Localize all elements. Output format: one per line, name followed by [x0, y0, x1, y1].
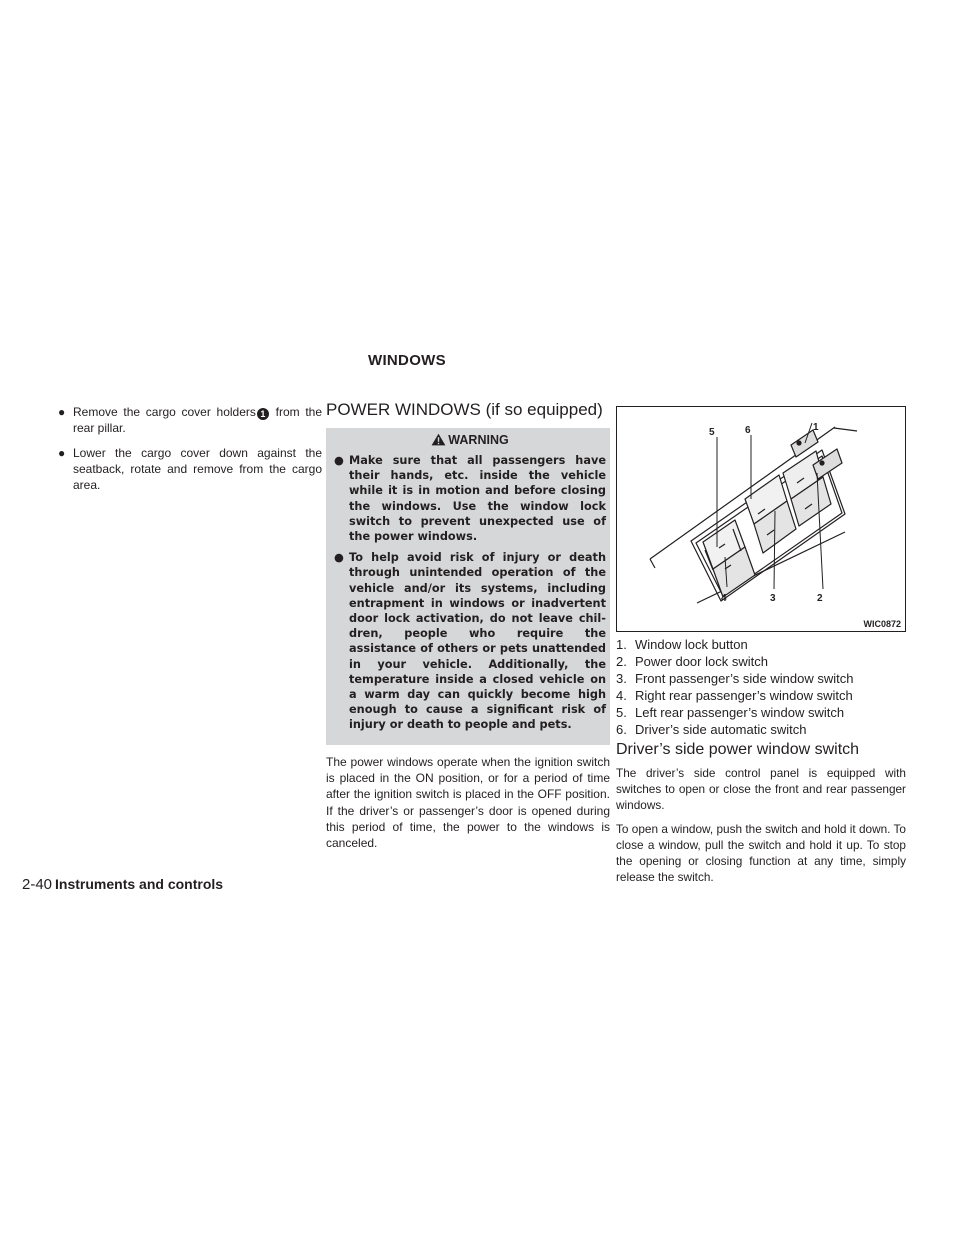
bullet-text-after: from the rear pillar.	[73, 405, 322, 435]
chapter-title: Instruments and controls	[55, 876, 224, 892]
list-item	[616, 653, 906, 670]
section-heading: WINDOWS	[368, 352, 446, 369]
warning-title	[334, 433, 606, 447]
list-item	[616, 704, 906, 721]
driver-switch-paragraph: The driver’s side control panel is equipped with switches to open or close the front and rear passenger windows.	[616, 766, 906, 812]
warning-box	[326, 428, 610, 745]
legend-number: 2.	[616, 654, 627, 669]
warning-item	[334, 453, 606, 544]
warning-text: Make sure that all passengers have their hands, etc. inside the vehicle while it is in motion and before closing the windows. Use the window lock switch to prevent unexpected use of the power windows.	[349, 454, 606, 544]
bullet-icon: ●	[58, 446, 66, 460]
legend-text: Front passenger’s side window switch	[635, 671, 854, 686]
legend-number: 5.	[616, 705, 627, 720]
callout-1: 1	[813, 422, 819, 433]
left-column	[56, 404, 322, 502]
callout-marker-icon: 1	[257, 408, 269, 420]
figure-code: WIC0872	[863, 619, 901, 629]
middle-column	[326, 400, 610, 851]
callout-4: 4	[721, 593, 727, 604]
bullet-icon: ●	[334, 551, 344, 565]
figure-legend	[616, 636, 906, 738]
driver-switch-paragraph: To open a window, push the switch and hold it down. To close a window, pull the switch and hold it up. To stop the opening or closing function at any time, simply release the switch.	[616, 822, 906, 884]
driver-switch-heading: Driver’s side power window switch	[616, 741, 860, 758]
bullet-text: Lower the cargo cover down against the seatback, rotate and remove from the cargo area.	[73, 446, 322, 492]
list-item	[616, 721, 906, 738]
page-number: 2-40	[22, 876, 53, 893]
warning-text: To help avoid risk of injury or death through unintended operation of the vehicle and/or its systems, including entrapment in windows or inadvertent door lock activation, do not leave chil-dren, people who require the assistance of others or pets unattended in your vehicle. Additionally, the temperature inside a closed vehicle on a warm day can quickly become high enough to cause a significant risk of injury or death to people and pets.	[349, 551, 606, 732]
list-item	[56, 404, 322, 436]
legend-text: Right rear passenger’s window switch	[635, 688, 853, 703]
legend-text: Window lock button	[635, 637, 748, 652]
legend-number: 4.	[616, 688, 627, 703]
legend-number: 3.	[616, 671, 627, 686]
callout-6: 6	[745, 425, 751, 436]
legend-number: 6.	[616, 722, 627, 737]
callout-2: 2	[817, 593, 823, 604]
legend-text: Driver’s side automatic switch	[635, 722, 807, 737]
warning-triangle-icon	[431, 433, 446, 446]
legend-number: 1.	[616, 637, 627, 652]
callout-3: 3	[770, 593, 776, 604]
legend-text: Left rear passenger’s window switch	[635, 705, 845, 720]
window-switch-illustration	[617, 407, 905, 631]
bullet-icon: ●	[58, 405, 66, 419]
legend-text: Power door lock switch	[635, 654, 768, 669]
callout-5: 5	[709, 427, 715, 438]
power-windows-body: The power windows operate when the ignition switch is placed in the ON position, or for a period of time after the ignition switch is placed in the OFF position. If the driver’s or passenger’s door is opened during this period of time, the power to the windows is canceled.	[326, 754, 610, 851]
list-item	[56, 445, 322, 493]
list-item	[616, 687, 906, 704]
window-switch-figure	[616, 406, 906, 632]
power-windows-heading: POWER WINDOWS (if so equipped)	[326, 400, 603, 419]
page-footer	[22, 876, 223, 893]
warning-title-text: WARNING	[448, 433, 509, 447]
bullet-icon: ●	[334, 454, 344, 467]
list-item	[616, 670, 906, 687]
warning-item	[334, 550, 606, 732]
list-item	[616, 636, 906, 653]
bullet-text-before: Remove the cargo cover holders	[73, 405, 256, 419]
right-column	[616, 406, 906, 893]
